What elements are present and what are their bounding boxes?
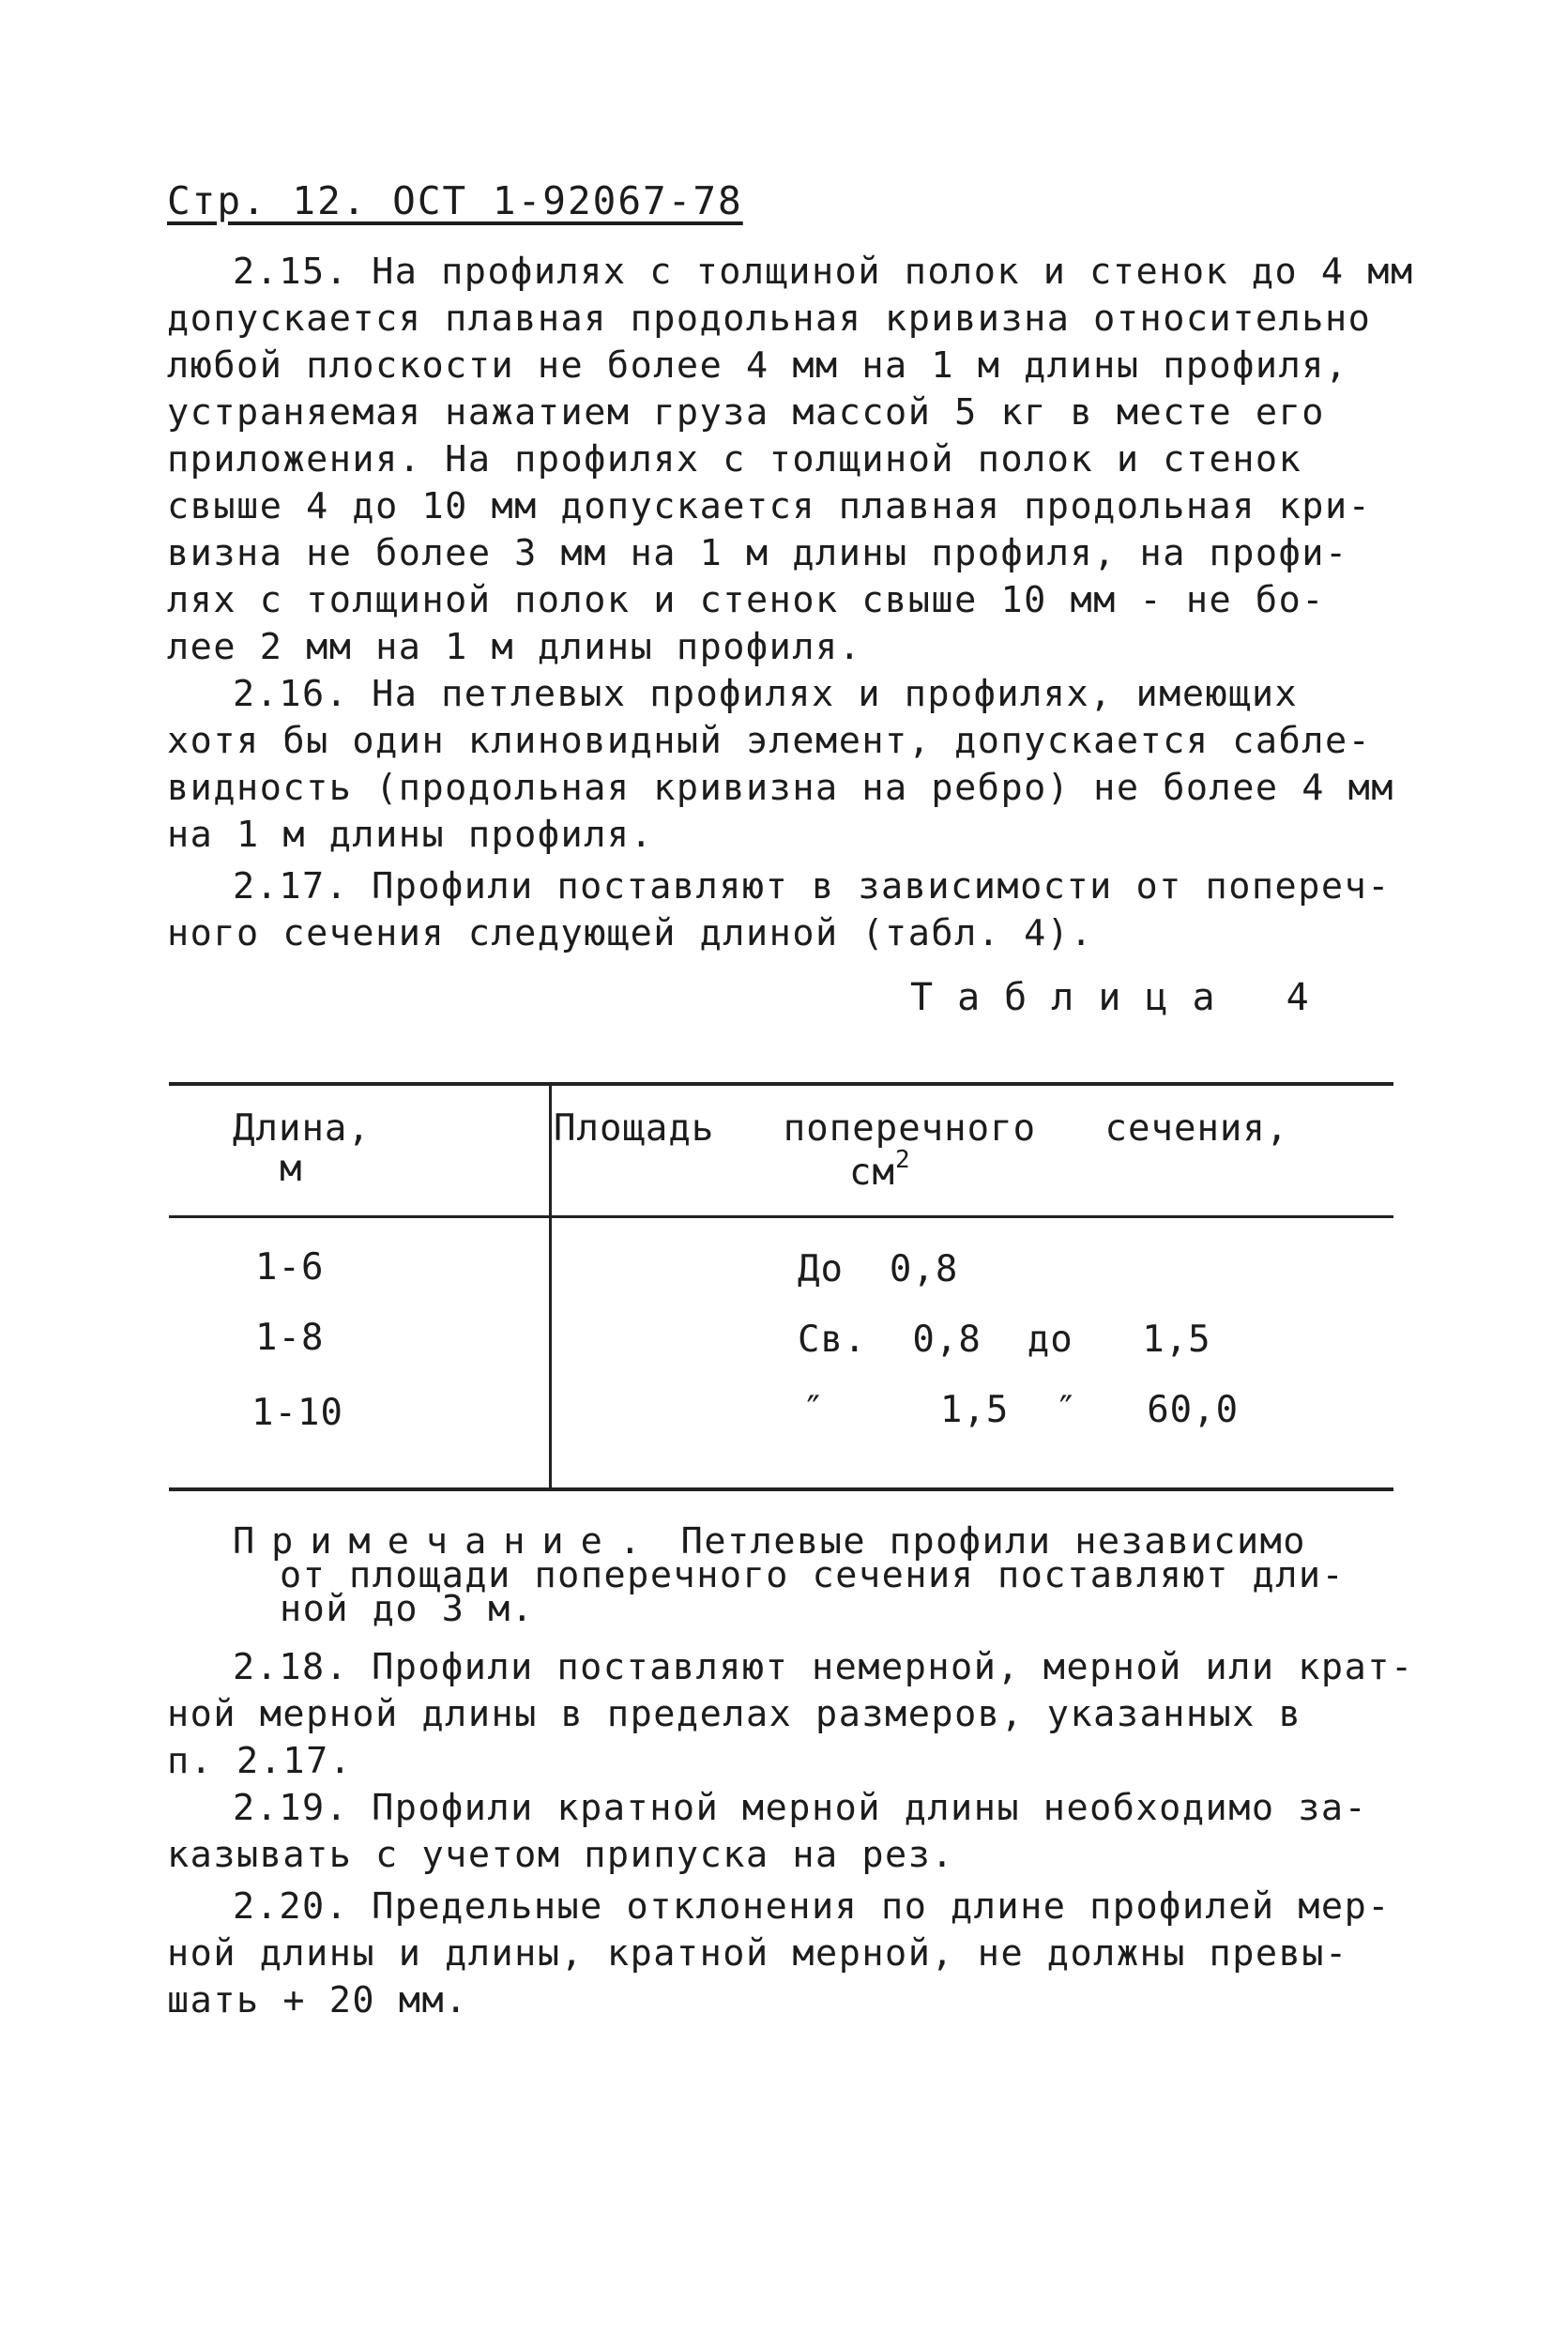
table-top-rule (169, 1082, 1393, 1086)
text-line: 2.17. Профили поставляют в зависимости от попереч- (233, 865, 1391, 908)
note-line: от площади поперечного сечения поставляют дли- (280, 1554, 1346, 1596)
paragraph-2-15 (167, 249, 1414, 671)
table-row-2-length: 1-8 (255, 1317, 325, 1359)
table-row-1-length: 1-6 (255, 1246, 325, 1289)
table-note (233, 1520, 1346, 1630)
table-row-2-area: Св. 0,8 до 1,5 (798, 1319, 1211, 1361)
text-line: 2.18. Профили поставляют немерной, мерной или крат- (233, 1646, 1414, 1688)
column-header-area-unit-sup: 2 (894, 1146, 911, 1174)
text-line: хотя бы один клиновидный элемент, допускается сабле- (167, 720, 1372, 762)
paragraph-2-18 (167, 1644, 1414, 1785)
text-line: ного сечения следующей длиной (табл. 4). (167, 912, 1094, 954)
text-line: допускается плавная продольная кривизна относительно (167, 297, 1372, 340)
text-line: устраняемая нажатием груза массой 5 кг в месте его (167, 391, 1325, 434)
column-header-area-unit-wrap (554, 1146, 1288, 1194)
text-line: лях с толщиной полок и стенок свыше 10 мм - не бо- (167, 579, 1325, 621)
text-line: 2.20. Предельные отклонения по длине профилей мер- (233, 1885, 1391, 1928)
table-title: Таблица 4 (910, 976, 1333, 1019)
text-line: п. 2.17. (167, 1740, 353, 1782)
text-line: лее 2 мм на 1 м длины профиля. (167, 626, 862, 668)
table-row-3-length: 1-10 (251, 1392, 343, 1434)
text-line: любой плоскости не более 4 мм на 1 м длины профиля, (167, 344, 1348, 387)
column-header-area-unit: см (849, 1152, 895, 1194)
column-header-area (554, 1107, 1288, 1194)
table-bottom-rule (169, 1487, 1393, 1491)
paragraph-2-20 (167, 1884, 1391, 2024)
text-line: свыше 4 до 10 мм допускается плавная продольная кри- (167, 485, 1372, 527)
table-row-1-area: До 0,8 (798, 1248, 959, 1290)
paragraph-2-16 (167, 671, 1394, 859)
text-line: видность (продольная кривизна на ребро) не более 4 мм (167, 767, 1394, 809)
table-column-divider (549, 1084, 552, 1487)
column-header-length-unit: м (280, 1148, 303, 1190)
text-line: ной длины и длины, кратной мерной, не должны превы- (167, 1932, 1348, 1975)
text-line: на 1 м длины профиля. (167, 814, 654, 856)
text-line: шать + 20 мм. (167, 1979, 468, 2021)
note-line: ной до 3 м. (280, 1588, 535, 1630)
column-header-length-label: Длина, (233, 1107, 371, 1150)
note-label: Примечание. (233, 1520, 658, 1563)
table-header-rule (169, 1215, 1393, 1218)
column-header-length (233, 1107, 371, 1190)
paragraph-2-17 (167, 863, 1391, 957)
column-header-area-label: Площадь поперечного сечения, (554, 1107, 1289, 1150)
text-line: 2.19. Профили кратной мерной длины необходимо за- (233, 1787, 1368, 1829)
page-header: Стр. 12. ОСТ 1-92067-78 (167, 178, 743, 223)
text-line: казывать с учетом припуска на рез. (167, 1834, 955, 1876)
note-text: Петлевые профили независимо (680, 1520, 1306, 1563)
text-line: ной мерной длины в пределах размеров, указанных в (167, 1693, 1302, 1735)
table-row-3-area: ″ 1,5 ″ 60,0 (802, 1389, 1240, 1431)
paragraph-2-19 (167, 1785, 1387, 1879)
text-line: 2.16. На петлевых профилях и профилях, имеющих (233, 673, 1299, 715)
text-line: приложения. На профилях с толщиной полок и стенок (167, 438, 1302, 480)
text-line: 2.15. На профилях с толщиной полок и стенок до 4 мм (233, 251, 1414, 293)
text-line: визна не более 3 мм на 1 м длины профиля, на профи- (167, 532, 1348, 574)
